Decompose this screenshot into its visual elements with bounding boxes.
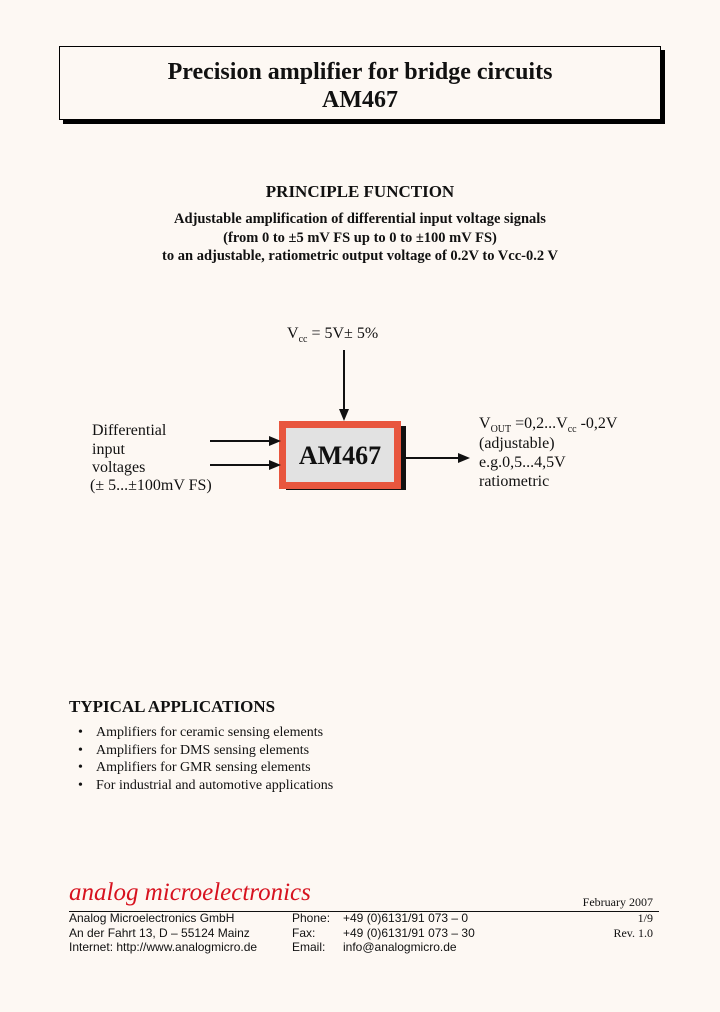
supply-voltage-label: $V_{cc} = 5V\pm 5\%$ bbox=[287, 325, 379, 346]
list-item: • Amplifiers for GMR sensing elements bbox=[78, 760, 311, 776]
output-label: ratiometric bbox=[479, 473, 550, 490]
output-arrow bbox=[401, 457, 459, 459]
document-title: Precision amplifier for bridge circuits bbox=[167, 59, 553, 85]
principle-heading: PRINCIPLE FUNCTION bbox=[265, 182, 455, 201]
page-number: 1/9 bbox=[637, 911, 653, 925]
company-address: An der Fahrt 13, D – 55124 Mainz bbox=[69, 926, 250, 940]
output-voltage-label: $V_{OUT} =0,2...V_{cc}$ -0,2V bbox=[479, 415, 618, 436]
applications-heading: TYPICAL APPLICATIONS bbox=[69, 697, 276, 716]
email-address: info@analogmicro.de bbox=[343, 940, 457, 954]
applications-list bbox=[78, 724, 333, 795]
input-label: Differential bbox=[92, 422, 167, 439]
chip-face bbox=[286, 428, 394, 482]
supply-arrow bbox=[343, 350, 345, 410]
principle-line: Adjustable amplification of differential input voltage signals bbox=[174, 211, 546, 227]
email-label: Email: bbox=[292, 940, 326, 954]
arrow-right-icon bbox=[458, 453, 470, 463]
input-arrow-1 bbox=[210, 440, 270, 442]
phone-number: +49 (0)6131/91 073 – 0 bbox=[343, 911, 469, 925]
list-item: • Amplifiers for DMS sensing elements bbox=[78, 742, 310, 758]
phone-label: Phone: bbox=[292, 911, 331, 925]
bullet-icon: • bbox=[78, 760, 83, 776]
arrow-right-icon bbox=[269, 460, 281, 470]
brand-logo: analog microelectronics bbox=[69, 879, 311, 906]
chip-label: AM467 bbox=[298, 441, 382, 470]
bullet-icon: • bbox=[78, 725, 83, 740]
bullet-icon: • bbox=[78, 742, 83, 758]
output-label: e.g.0,5...4,5V bbox=[479, 454, 566, 471]
arrow-down-icon bbox=[339, 409, 349, 421]
revision: Rev. 1.0 bbox=[613, 926, 653, 940]
company-name: Analog Microelectronics GmbH bbox=[69, 911, 235, 925]
list-item: • Amplifiers for ceramic sensing elements bbox=[78, 725, 324, 740]
output-label: (adjustable) bbox=[479, 435, 555, 452]
company-website: Internet: http://www.analogmicro.de bbox=[69, 940, 258, 954]
input-range-label: (± 5...±100mV FS) bbox=[90, 477, 212, 494]
fax-number: +49 (0)6131/91 073 – 30 bbox=[343, 926, 475, 940]
fax-label: Fax: bbox=[292, 926, 316, 940]
part-number: AM467 bbox=[322, 87, 398, 113]
input-arrow-2 bbox=[210, 464, 270, 466]
arrow-right-icon bbox=[269, 436, 281, 446]
principle-line: to an adjustable, ratiometric output voltage of 0.2V to Vcc-0.2 V bbox=[162, 248, 558, 264]
bullet-icon: • bbox=[78, 778, 83, 794]
input-label: voltages bbox=[92, 459, 146, 476]
principle-line: (from 0 to ±5 mV FS up to 0 to ±100 mV FS) bbox=[223, 230, 497, 246]
input-label: input bbox=[92, 441, 125, 458]
title-box bbox=[59, 46, 661, 120]
document-date: February 2007 bbox=[582, 895, 653, 909]
list-item: • For industrial and automotive applications bbox=[78, 778, 334, 794]
